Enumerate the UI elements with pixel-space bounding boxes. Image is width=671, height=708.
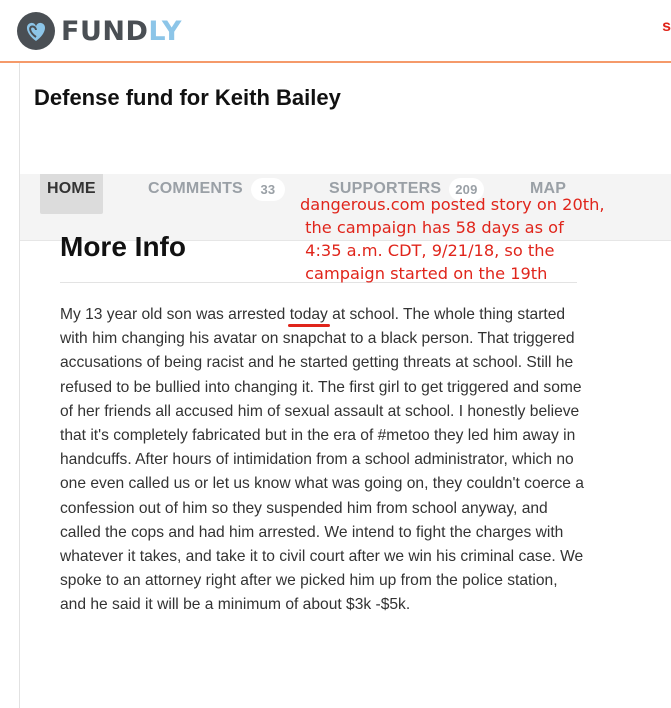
campaign-story: [60, 303, 585, 618]
tab-comments-label: COMMENTS: [148, 180, 243, 197]
supporters-count-badge: 209: [449, 178, 483, 201]
campaign-title: Defense fund for Keith Bailey: [34, 85, 341, 110]
tab-home-label: HOME: [47, 180, 96, 197]
tab-home[interactable]: [40, 174, 103, 214]
logo-wordmark: FUNDLY: [61, 15, 182, 47]
fundly-logo[interactable]: [16, 11, 182, 51]
story-highlighted-word: today: [289, 306, 328, 323]
tab-comments[interactable]: [148, 174, 285, 214]
red-annotation-note: dangerous.com posted story on 20th, the campaign has 58 days as of 4:35 a.m. CDT, 9/21/18, so the campaign started on the 19th: [300, 195, 605, 283]
tab-supporters-label: SUPPORTERS: [329, 180, 442, 197]
fundly-heart-icon: [16, 11, 56, 51]
header-cutoff-text: s: [662, 18, 671, 35]
story-text-start: My 13 year old son was arrested: [60, 306, 290, 323]
story-text-rest: at school. The whole thing started with him changing his avatar on snapchat to a black person. That triggered accusations of being racist and he started getting threats at school. Still he refused to be bullied into changing it. The first girl to get triggered and some of her friends all accused him of sexual assault at school. I honestly believe that it's completely fabricated but in the era of #metoo they led him away in handcuffs. After hours of intimidation from a school administrator, which no one even called us or let us know what was going on, they couldn't coerce a confession out of him so they suspended him from school anyway, and called the cops and had him arrested. We intend to fight the charges with whatever it takes, and take it to civil court after we win his criminal case. We spoke to an attorney right after we picked him up from the police station, and he said it will be a minimum of about $3k -$5k.: [60, 306, 584, 614]
tab-map-label: MAP: [530, 180, 567, 197]
more-info-heading: More Info: [60, 231, 186, 262]
site-header: [0, 0, 671, 62]
comments-count-badge: 33: [251, 178, 285, 201]
